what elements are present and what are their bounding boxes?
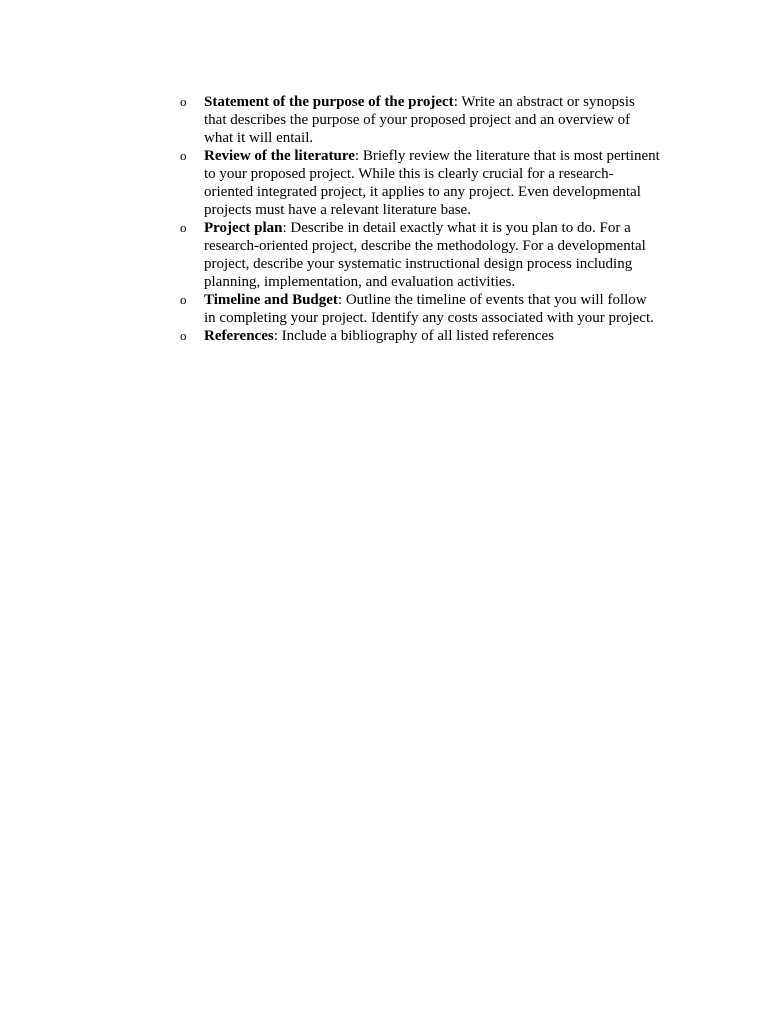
item-term: Review of the literature bbox=[204, 148, 355, 164]
list-item bbox=[180, 93, 660, 147]
section-list bbox=[180, 93, 660, 345]
item-description: : Include a bibliography of all listed references bbox=[273, 328, 554, 344]
bullet-icon: o bbox=[180, 328, 187, 343]
item-description: : Briefly review the literature that is most pertinent to your proposed project. While this is clearly crucial for a research-oriented integrated project, it applies to any project. Even developmental projects must have a relevant literature base. bbox=[204, 148, 660, 218]
bullet-icon: o bbox=[180, 292, 187, 307]
list-item bbox=[180, 219, 660, 291]
item-term: References bbox=[204, 328, 274, 344]
bullet-icon: o bbox=[180, 148, 187, 163]
item-term: Statement of the purpose of the project bbox=[204, 94, 454, 110]
item-description: : Write an abstract or synopsis that describes the purpose of your proposed project and an overview of what it will entail. bbox=[204, 94, 635, 146]
item-description: : Describe in detail exactly what it is you plan to do. For a research-oriented project, describe the methodology. For a developmental project, describe your systematic instructional design process including planning, implementation, and evaluation activities. bbox=[204, 220, 646, 290]
item-term: Timeline and Budget bbox=[204, 292, 338, 308]
list-item bbox=[180, 327, 660, 345]
item-description: : Outline the timeline of events that you will follow in completing your project. Identify any costs associated with your project. bbox=[204, 292, 654, 326]
bullet-icon: o bbox=[180, 94, 187, 109]
item-term: Project plan bbox=[204, 220, 283, 236]
list-item bbox=[180, 291, 660, 327]
bullet-icon: o bbox=[180, 220, 187, 235]
list-item bbox=[180, 147, 660, 219]
